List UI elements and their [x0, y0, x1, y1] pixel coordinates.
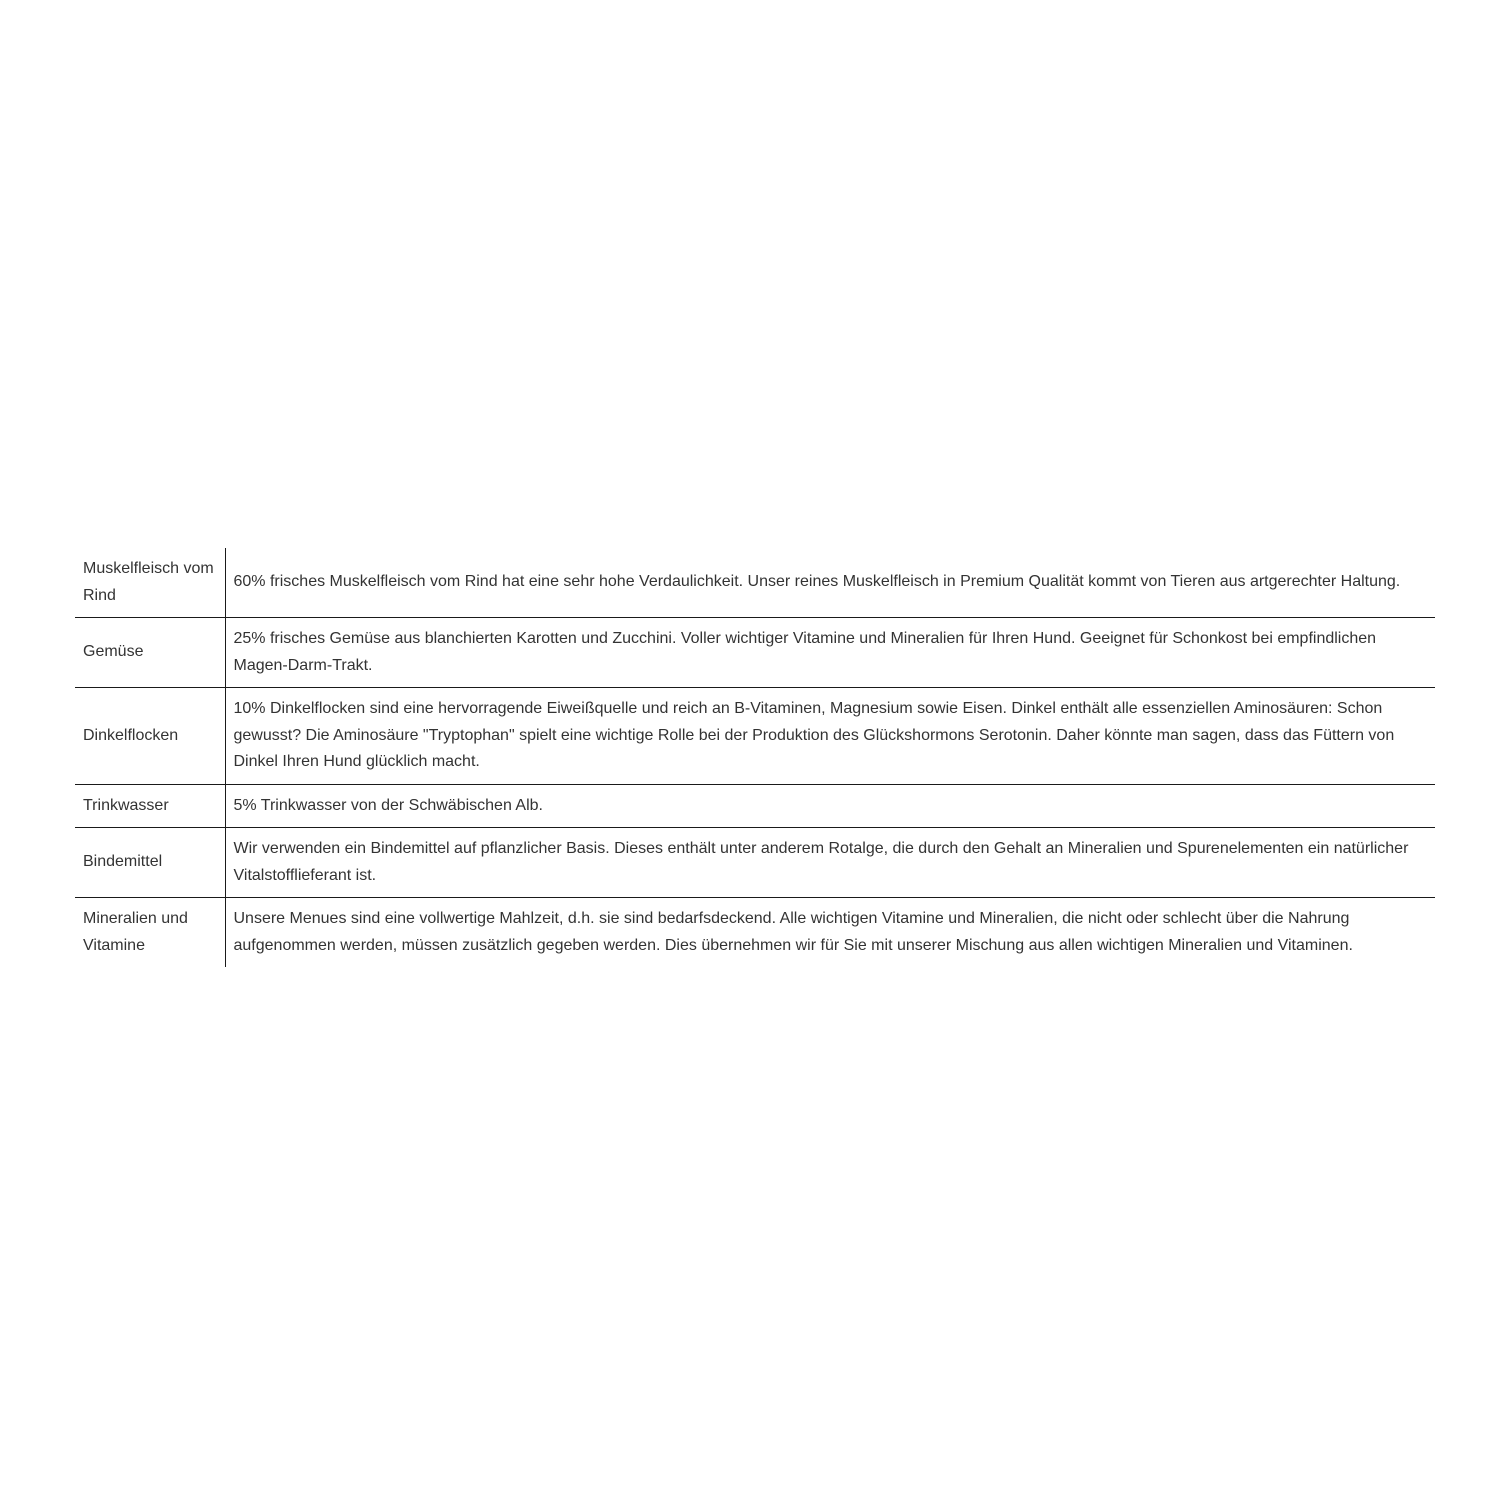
table-row: [75, 828, 1435, 898]
ingredient-name: Mineralien und Vitamine: [75, 898, 225, 968]
ingredient-name: Dinkelflocken: [75, 688, 225, 785]
ingredient-description: Unsere Menues sind eine vollwertige Mahlzeit, d.h. sie sind bedarfsdeckend. Alle wichtigen Vitamine und Mineralien, die nicht oder schlecht über die Nahrung aufgenommen werden, müssen zusätzlich gegeben werden. Dies übernehmen wir für Sie mit unserer Mischung aus allen wichtigen Mineralien und Vitaminen.: [225, 898, 1435, 968]
ingredient-name: Muskelfleisch vom Rind: [75, 548, 225, 618]
ingredient-description: 25% frisches Gemüse aus blanchierten Karotten und Zucchini. Voller wichtiger Vitamine und Mineralien für Ihren Hund. Geeignet für Schonkost bei empfindlichen Magen-Darm-Trakt.: [225, 618, 1435, 688]
ingredient-name: Bindemittel: [75, 828, 225, 898]
ingredient-name: Trinkwasser: [75, 784, 225, 828]
table-row: [75, 784, 1435, 828]
ingredient-description: Wir verwenden ein Bindemittel auf pflanzlicher Basis. Dieses enthält unter anderem Rotalge, die durch den Gehalt an Mineralien und Spurenelementen ein natürlicher Vitalstofflieferant ist.: [225, 828, 1435, 898]
ingredient-description: 10% Dinkelflocken sind eine hervorragende Eiweißquelle und reich an B-Vitaminen, Magnesium sowie Eisen. Dinkel enthält alle essenziellen Aminosäuren: Schon gewusst? Die Aminosäure "Tryptophan" spielt eine wichtige Rolle bei der Produktion des Glückshormons Serotonin. Daher könnte man sagen, dass das Füttern von Dinkel Ihren Hund glücklich macht.: [225, 688, 1435, 785]
table-row: [75, 548, 1435, 618]
ingredient-description: 60% frisches Muskelfleisch vom Rind hat eine sehr hohe Verdaulichkeit. Unser reines Muskelfleisch in Premium Qualität kommt von Tieren aus artgerechter Haltung.: [233, 573, 1401, 591]
table-row: [75, 898, 1435, 968]
table-row: [75, 688, 1435, 785]
ingredient-name: Gemüse: [75, 618, 225, 688]
ingredient-description: 5% Trinkwasser von der Schwäbischen Alb.: [225, 784, 1435, 828]
table-row: [75, 618, 1435, 688]
ingredients-table: [75, 548, 1435, 967]
